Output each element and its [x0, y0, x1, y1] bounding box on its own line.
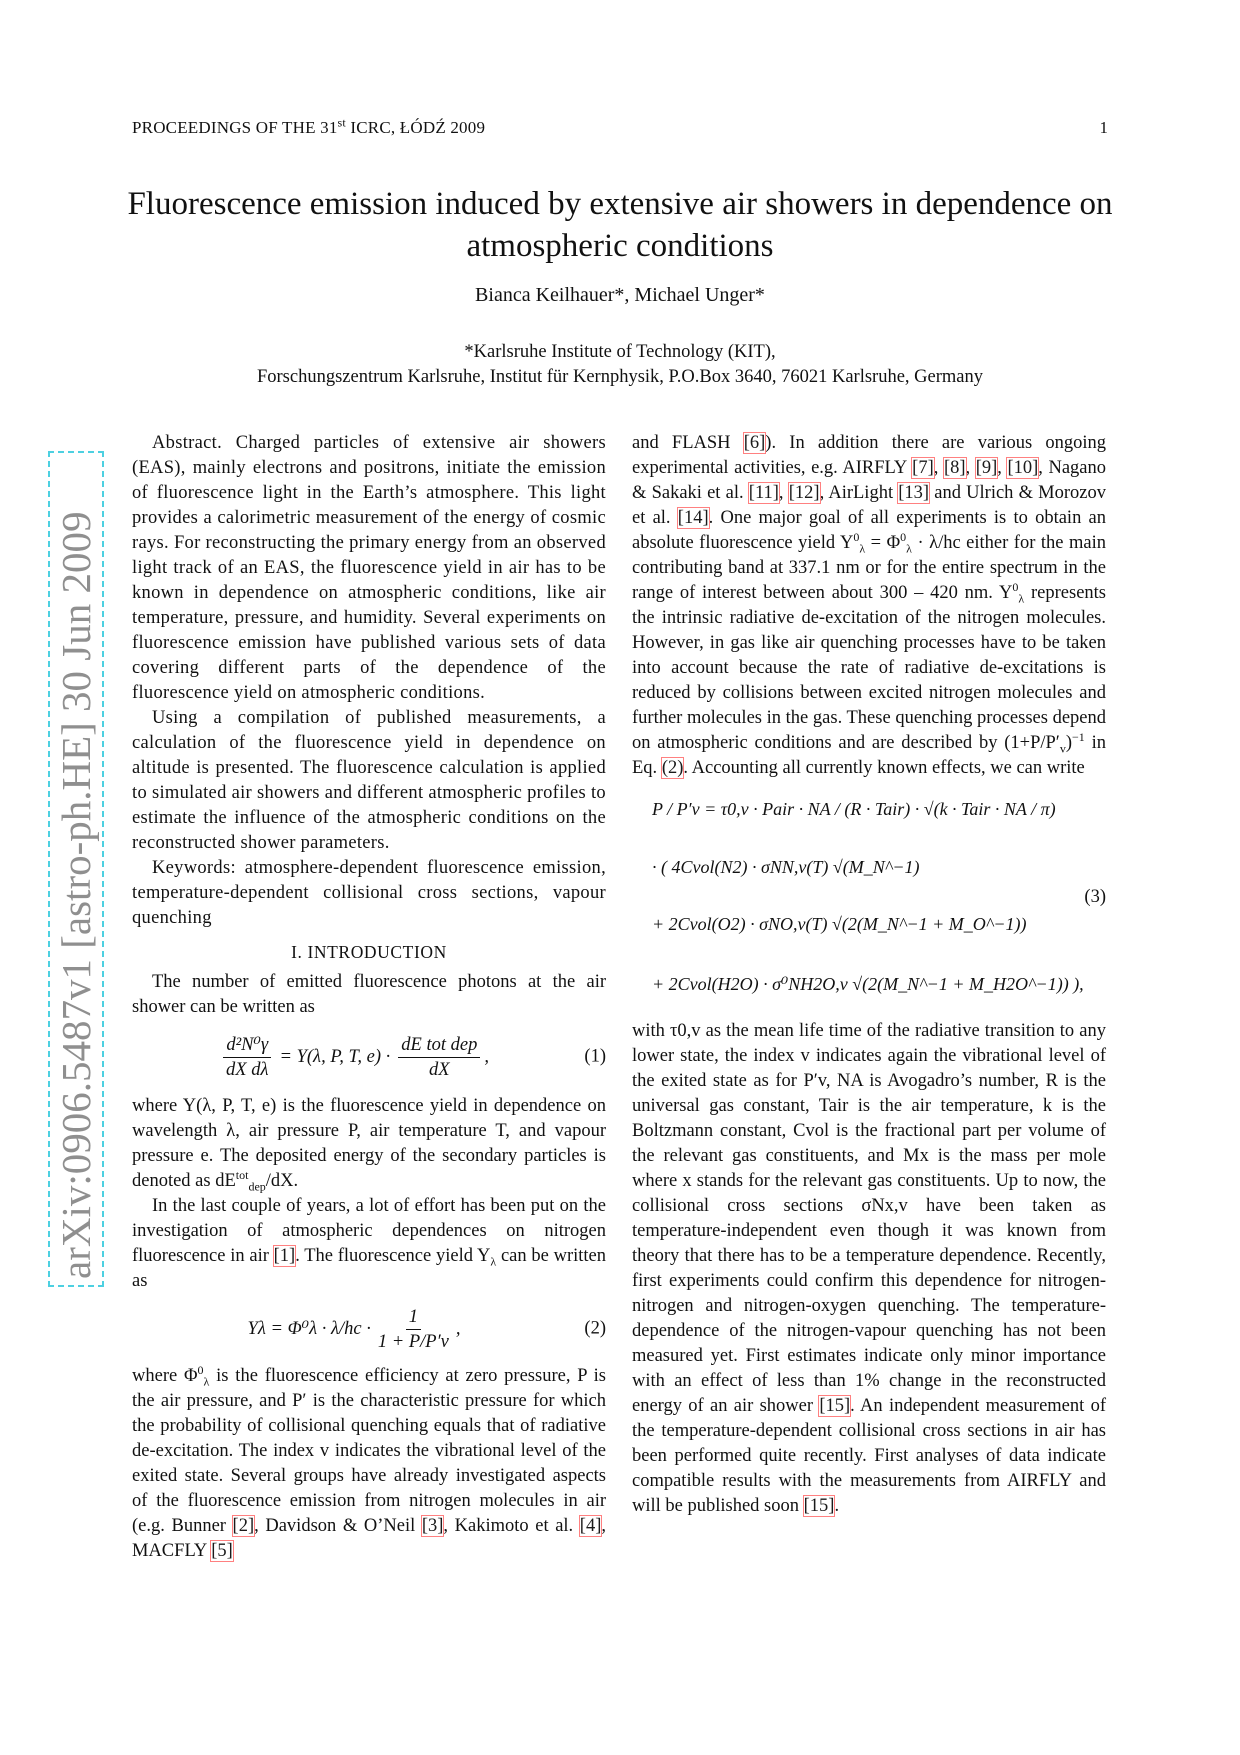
equation-2-link[interactable]: (2) — [661, 758, 684, 778]
paragraph-after-eq1: where Y(λ, P, T, e) is the fluorescence yield in dependence on wavelength λ, air pressure P, air temperature T, and vapour pressure e. The deposited energy of the secondary particles is denoted as $dE^{tot}_{dep}/dX$. — [132, 1096, 606, 1194]
eq3-line-3: + 2Cvol(O2) · σNO,v(T) √(2(M_N^−1 + M_O^−1)) — [652, 914, 1027, 934]
abstract-paragraph-1: Abstract. Charged particles of extensive air showers (EAS), mainly electrons and positrons, initiate the emission of fluorescence light in the Earth’s atmosphere. This light provides a calorimetric measurement of the energy of cosmic rays. For reconstructing the primary energy from an observed light track of an EAS, the fluorescence yield in air has to be known in dependence on atmospheric conditions, like air temperature, pressure, and humidity. Several experiments on fluorescence emission have published various sets of data covering different parts of the dependence of the fluorescence yield on atmospheric conditions. — [132, 433, 606, 703]
citation-5[interactable]: [5] — [211, 1541, 233, 1561]
page-number: 1 — [1099, 118, 1108, 137]
equation-2: Yλ = Φ⁰λ · λ/hc · $\frac{1}{1 + P/P'v}$ , (2) — [247, 1306, 606, 1352]
abstract-paragraph-2: Using a compilation of published measurements, a calculation of the fluorescence yield in dependence on altitude is presented. The fluorescence calculation is applied to simulated air showers and different atmospheric profiles to estimate the influence of the atmospheric conditions on the reconstructed shower parameters. — [132, 708, 606, 853]
citation-10[interactable]: [10] — [1007, 458, 1039, 478]
affiliation — [120, 340, 1120, 390]
right-paragraph-2: with τ0,v as the mean life time of the radiative transition to any lower state, the index v indicates again the vibrational level of the exited state as for P′v, NA is Avogadro’s number, R is the universal gas constant, Tair is the air temperature, k is the Boltzmann constant, Cvol is the fractional part per volume of the relevant gas constituents, and Mx is the mass per mole where x stands for the relevant gas constituents. Up to now, the collisional cross sections σNx,v have been taken as temperature-independent even though it was known from theory that there has to be a temperature dependence. Recently, first experiments could confirm this dependence for nitrogen-nitrogen and nitrogen-oxygen quenching. The temperature-dependence of the nitrogen-vapour quenching has not been measured yet. First estimates indicate only minor importance with an effect of less than 1% change in the reconstructed energy of an air shower [15]. An independent measurement of the temperature-dependent collisional cross sections in air has been performed quite recently. First analyses of data indicate compatible results with the measurements from AIRFLY and will be published soon [15]. — [632, 1021, 1106, 1516]
intro-paragraph-3: In the last couple of years, a lot of effort has been put on the investigation of atmospheric dependences on nitrogen fluorescence in air [1]. The fluorescence yield $Y_\lambda$ can be written as — [132, 1196, 606, 1291]
equation-2-number: (2) — [584, 1318, 606, 1339]
left-column — [132, 431, 606, 1564]
eq3-line-4: + 2Cvol(H2O) · σ⁰NH2O,v √(2(M_N^−1 + M_H2O^−1)) ), — [652, 974, 1084, 994]
paragraph-after-eq2: where $\Phi^0_\lambda$ is the fluorescence efficiency at zero pressure, P is the air pressure, and P′ is the characteristic pressure for which the probability of collisional quenching equals that of radiative de-excitation. The index v indicates the vibrational level of the exited state. Several groups have already investigated aspects of the fluorescence emission from nitrogen molecules in air (e.g. Bunner [2], Davidson & O’Neil [3], Kakimoto et al. [4], MACFLY [5] — [132, 1362, 606, 1561]
eq1-middle: = Y(λ, P, T, e) · — [279, 1046, 391, 1067]
running-head: PROCEEDINGS OF THE 31st ICRC, ŁÓDŹ 2009 — [132, 115, 486, 137]
eq2-lhs: Yλ = Φ⁰λ · λ/hc · — [247, 1318, 371, 1339]
citation-8[interactable]: [8] — [943, 458, 966, 478]
equation-1: $\frac{\text{d²N⁰γ}}{\text{dX dλ}}$ = Y(λ, P, T, e) · $\frac{\text{dE tot dep}}{dX}$ , (1) — [132, 1020, 606, 1094]
affiliation-line-1: *Karlsruhe Institute of Technology (KIT), — [464, 342, 776, 362]
citation-3[interactable]: [3] — [421, 1516, 444, 1536]
eq3-line-1: P / P′v = τ0,v · Pair · NA / (R · Tair) · √(k · Tair · NA / π) — [652, 799, 1056, 819]
citation-12[interactable]: [12] — [788, 483, 820, 503]
citation-1[interactable]: [1] — [273, 1246, 296, 1266]
intro-paragraph-1: The number of emitted fluorescence photons at the air shower can be written as — [132, 972, 606, 1017]
citation-7[interactable]: [7] — [912, 458, 934, 478]
equation-3-number: (3) — [1084, 887, 1106, 907]
eq3-line-2: · ( 4Cvol(N2) · σNN,v(T) √(M_N^−1) — [652, 857, 920, 877]
equation-3 — [632, 785, 1106, 1015]
paper-title: Fluorescence emission induced by extensive air showers in dependence on atmospheric conditions — [127, 186, 1113, 264]
arxiv-stamp[interactable]: arXiv:0906.5487v1 [astro-ph.HE] 30 Jun 2009 — [52, 455, 100, 1283]
citation-15b[interactable]: [15] — [803, 1496, 835, 1516]
citation-6[interactable]: [6] — [743, 433, 766, 453]
right-paragraph-1: and FLASH [6]). In addition there are various ongoing experimental activities, e.g. AIRFLY [7], [8], [9], [10], Nagano & Sakaki et al. [11], [12], AirLight [13] and Ulrich & Morozov et al. [14]. One major goal of all experiments is to obtain an absolute fluorescence yield $Y^0_\lambda = \Phi^0_\lambda \cdot \lambda/hc$ either for the main contributing band at 337.1 nm or for the entire spectrum in the range of interest between about 300 – 420 nm. $Y^0_\lambda$ represents the intrinsic radiative de-excitation of the nitrogen molecules. However, in gas like air quenching processes have to be taken into account because the rate of radiative de-excitations is reduced by collisions between excited nitrogen molecules and further molecules in the gas. These quenching processes depend on atmospheric conditions and are described by $(1+P/P'_v)^{-1}$ in Eq. (2). Accounting all currently known effects, we can write — [632, 433, 1107, 778]
citation-2[interactable]: [2] — [232, 1516, 255, 1536]
section-heading: I. INTRODUCTION — [291, 942, 447, 962]
eq1-lhs: $\frac{\text{d²N⁰γ}}{\text{dX dλ}}$ — [223, 1033, 271, 1082]
eq1-rhs: $\frac{\text{dE tot dep}}{dX}$ — [398, 1033, 480, 1082]
equation-3-graphic — [632, 785, 1106, 1015]
citation-11[interactable]: [11] — [748, 483, 779, 503]
affiliation-line-2: Forschungszentrum Karlsruhe, Institut für Kernphysik, P.O.Box 3640, 76021 Karlsruhe, Germany — [256, 367, 984, 387]
keywords: Keywords: atmosphere-dependent fluorescence emission, temperature-dependent collisional cross sections, vapour quenching — [132, 858, 606, 928]
citation-9[interactable]: [9] — [975, 458, 998, 478]
citation-14[interactable]: [14] — [677, 508, 709, 528]
eq2-fraction: $\frac{1}{1 + P/P'v}$ — [377, 1306, 449, 1352]
citation-4[interactable]: [4] — [579, 1516, 602, 1536]
equation-1-number: (1) — [584, 1046, 606, 1067]
authors: Bianca Keilhauer*, Michael Unger* — [475, 284, 765, 306]
right-column — [632, 431, 1106, 1519]
citation-15a[interactable]: [15] — [819, 1396, 851, 1416]
citation-13[interactable]: [13] — [898, 483, 930, 503]
